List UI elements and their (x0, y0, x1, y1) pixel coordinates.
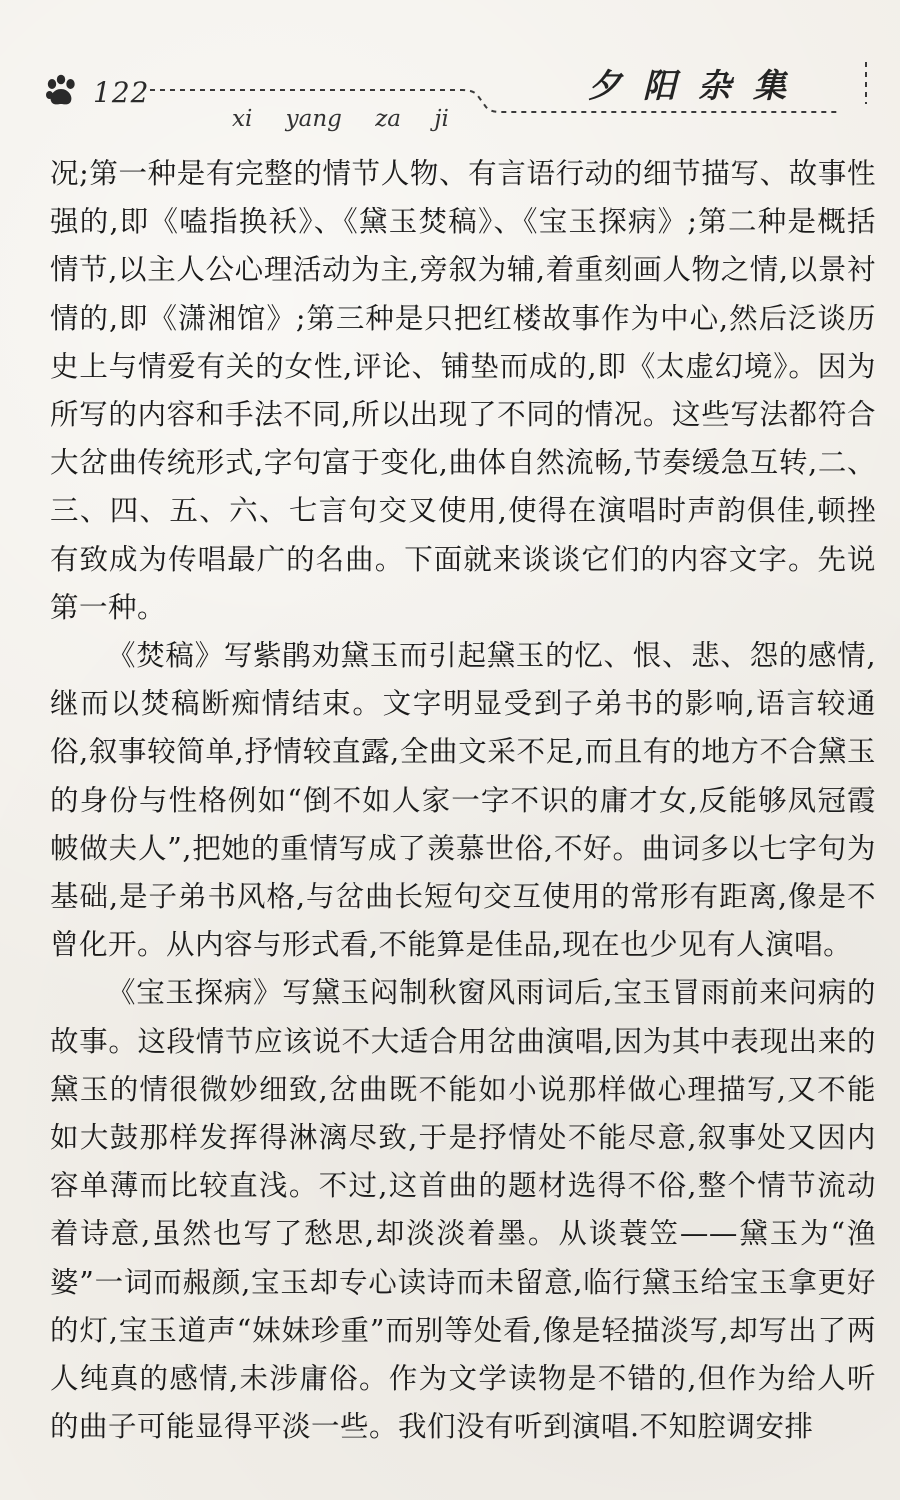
paragraph-1: 况;第一种是有完整的情节人物、有言语行动的细节描写、故事性强的,即《嗑指换袄》、《黛玉焚稿》、《宝玉探病》;第二种是概括情节,以主人公心理活动为主,旁叙为辅,着重刻画人物之情,以景衬情的,即《潇湘馆》;第三种是只把红楼故事作为中心,然后泛谈历史上与情爱有关的女性,评论、铺垫而成的,即《太虚幻境》。因为所写的内容和手法不同,所以出现了不同的情况。这些写法都符合大岔曲传统形式,字句富于变化,曲体自然流畅,节奏缓急互转,二、三、四、五、六、七言句交叉使用,使得在演唱时声韵俱佳,顿挫有致成为传唱最广的名曲。下面就来谈谈它们的内容文字。先说第一种。 (50, 157, 876, 624)
page-body (50, 150, 876, 1451)
paragraph-3: 《宝玉探病》写黛玉闷制秋窗风雨词后,宝玉冒雨前来问病的故事。这段情节应该说不大适合用岔曲演唱,因为其中表现出来的黛玉的情很微妙细致,岔曲既不能如小说那样做心理描写,又不能如大鼓那样发挥得淋漓尽致,于是抒情处不能尽意,叙事处又因内容单薄而比较直浅。不过,这首曲的题材选得不俗,整个情节流动着诗意,虽然也写了愁思,却淡淡着墨。从谈蓑笠——黛玉为“渔婆”一词而赧颜,宝玉却专心读诗而未留意,临行黛玉给宝玉拿更好的灯,宝玉道声“妹妹珍重”而别等处看,像是轻描淡写,却写出了两人纯真的感情,未涉庸俗。作为文学读物是不错的,但作为给人听的曲子可能显得平淡一些。我们没有听到演唱.不知腔调安排 (50, 976, 876, 1444)
paw-print-icon (44, 74, 78, 108)
page-number: 122 (93, 76, 150, 109)
page-header (0, 0, 900, 150)
running-head-pinyin: xi yang za ji (232, 106, 449, 132)
paragraph-2: 《焚稿》写紫鹃劝黛玉而引起黛玉的忆、恨、悲、怨的感情,继而以焚稿断痴情结束。文字明显受到子弟书的影响,语言较通俗,叙事较简单,抒情较直露,全曲文采不足,而且有的地方不合黛玉的身份与性格例如“倒不如人家一字不识的庸才女,反能够凤冠霞帔做夫人”,把她的重情写成了羡慕世俗,不好。曲词多以七字句为基础,是子弟书风格,与岔曲长短句交互使用的常形有距离,像是不曾化开。从内容与形式看,不能算是佳品,现在也少见有人演唱。 (50, 639, 876, 962)
running-head-title: 夕阳杂集 (588, 66, 808, 105)
